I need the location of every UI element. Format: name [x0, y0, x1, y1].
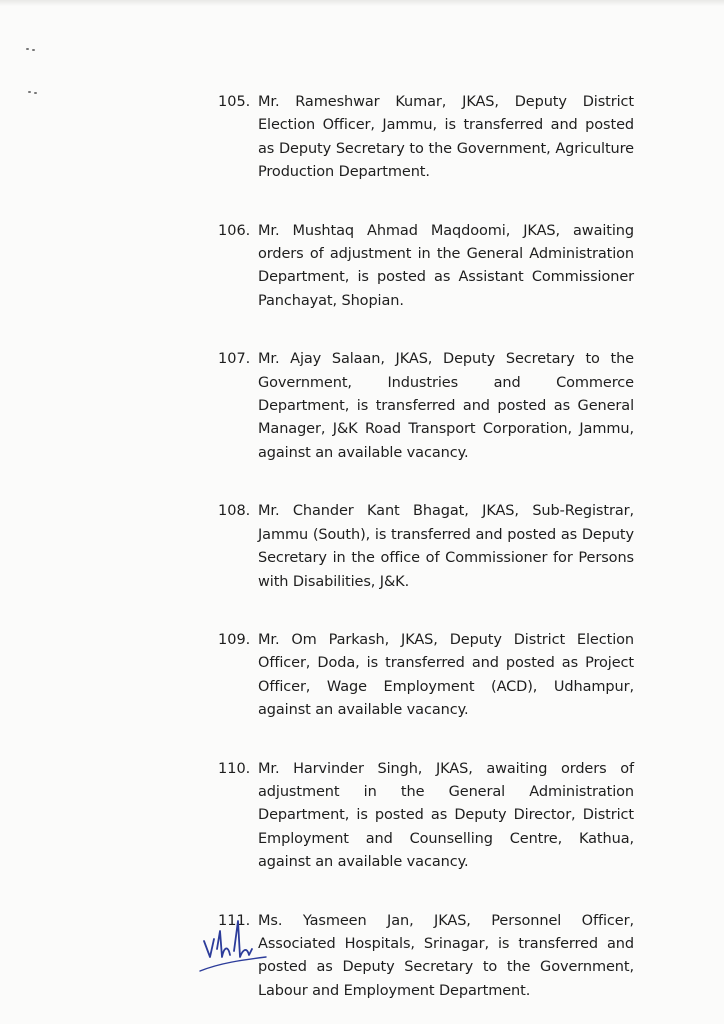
order-item-111	[218, 910, 634, 1004]
order-text: Mr. Chander Kant Bhagat, JKAS, Sub-Registrar, Jammu (South), is transferred and posted as Deputy Secretary in the office of Commissioner for Persons with Disabilities, J&K.	[258, 503, 634, 590]
scan-top-edge	[0, 0, 724, 6]
order-item-105	[218, 91, 634, 185]
scan-speck	[32, 49, 35, 51]
signature-stroke	[204, 921, 252, 957]
order-text: Mr. Rameshwar Kumar, JKAS, Deputy District Election Officer, Jammu, is transferred and posted as Deputy Secretary to the Government, Agriculture Production Department.	[258, 94, 634, 181]
order-text: Mr. Mushtaq Ahmad Maqdoomi, JKAS, awaiting orders of adjustment in the General Administration Department, is posted as Assistant Commissioner Panchayat, Shopian.	[258, 222, 634, 309]
scan-specks	[24, 44, 38, 94]
order-item-106	[218, 220, 634, 314]
order-number: 109.	[218, 631, 251, 648]
scan-speck	[26, 48, 29, 50]
order-number: 110.	[218, 760, 251, 777]
order-item-109	[218, 629, 634, 723]
order-number: 106.	[218, 222, 251, 239]
signature-underline	[200, 957, 266, 971]
scan-speck	[34, 92, 37, 94]
order-text: Mr. Ajay Salaan, JKAS, Deputy Secretary to the Government, Industries and Commerce Department, is transferred and posted as General Manager, J&K Road Transport Corporation, Jammu, against an available vacancy.	[258, 351, 634, 461]
order-text: Mr. Harvinder Singh, JKAS, awaiting orders of adjustment in the General Administration Department, is posted as Deputy Director, District Employment and Counselling Centre, Kathua, against an available vacancy.	[258, 760, 634, 871]
order-number: 111.	[218, 912, 251, 929]
transfer-order-list	[218, 91, 634, 1024]
order-text: Mr. Om Parkash, JKAS, Deputy District Election Officer, Doda, is transferred and posted as Project Officer, Wage Employment (ACD), Udhampur, against an available vacancy.	[258, 631, 634, 719]
order-number: 108.	[218, 503, 251, 520]
order-number: 105.	[218, 94, 251, 110]
handwritten-signature	[190, 905, 280, 985]
order-number: 107.	[218, 351, 251, 368]
order-item-110	[218, 758, 634, 875]
scan-speck	[28, 91, 31, 93]
order-text: Ms. Yasmeen Jan, JKAS, Personnel Officer, Associated Hospitals, Srinagar, is transferred and posted as Deputy Secretary to the Government, Labour and Employment Department.	[258, 912, 634, 999]
order-item-108	[218, 500, 634, 594]
order-item-107	[218, 348, 634, 465]
